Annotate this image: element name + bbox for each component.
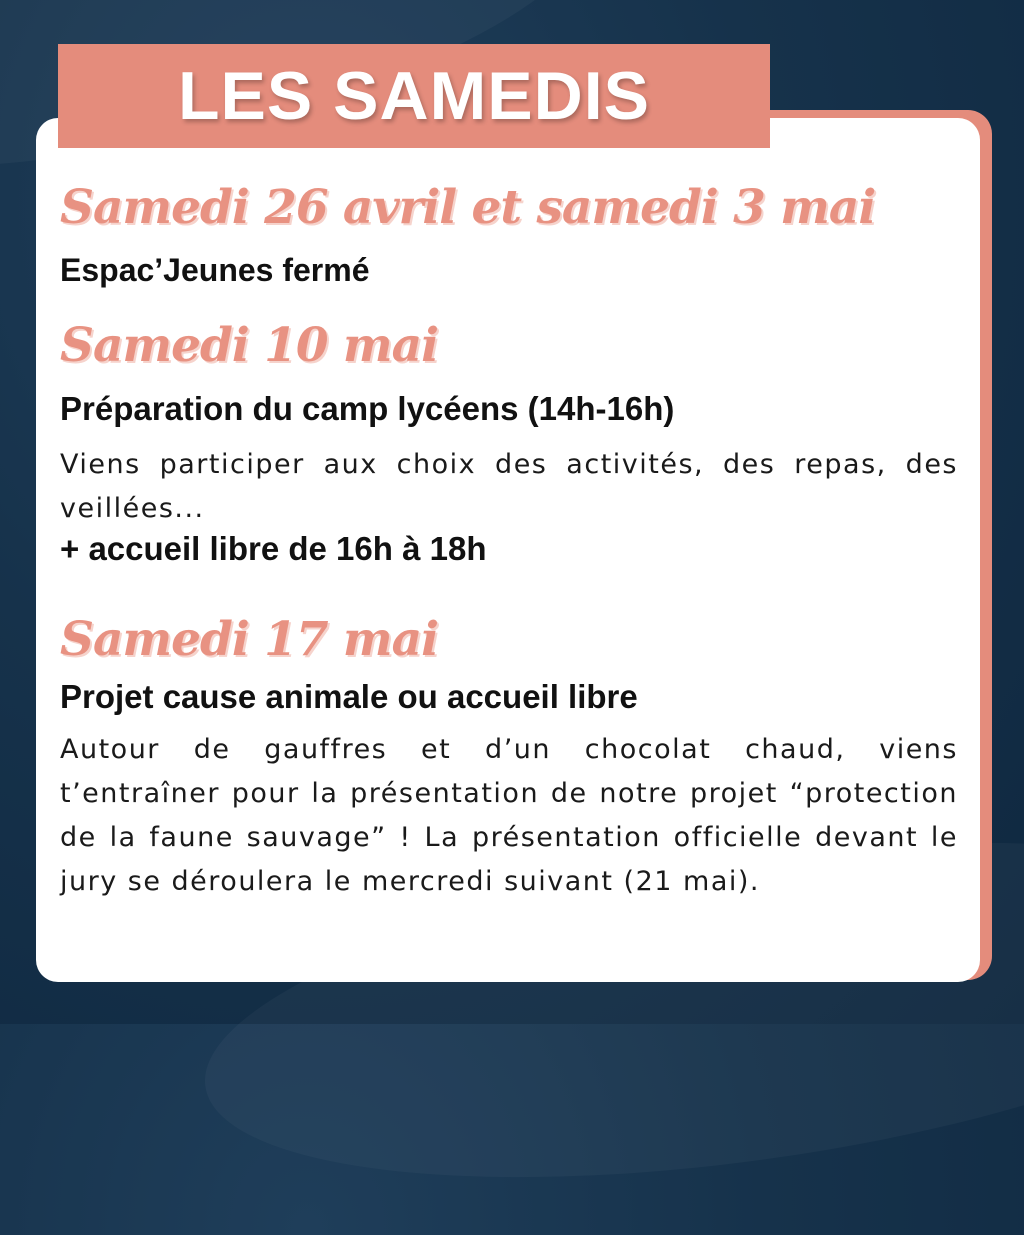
section-title: Espac’Jeunes fermé <box>60 252 370 288</box>
section-extra: + accueil libre de 16h à 18h <box>60 530 487 567</box>
section-date: Samedi 26 avril et samedi 3 mai <box>60 180 876 235</box>
header-banner <box>58 44 770 148</box>
section-date: Samedi 10 mai <box>60 318 438 373</box>
section-description: Autour de gauffres et d’un chocolat chaud, viens t’entraîner pour la présentation de notre projet “protection de la faune sauvage” ! La présentation officielle devant le jury se déroulera le mercredi suivant (21 mai). <box>60 734 958 897</box>
section-title: Projet cause animale ou accueil libre <box>60 678 638 715</box>
section-title: Préparation du camp lycéens (14h-16h) <box>60 390 675 427</box>
page-title: LES SAMEDIS <box>178 58 650 134</box>
section-date: Samedi 17 mai <box>60 612 438 667</box>
section-description: Viens participer aux choix des activités, des repas, des veillées... <box>60 449 958 524</box>
